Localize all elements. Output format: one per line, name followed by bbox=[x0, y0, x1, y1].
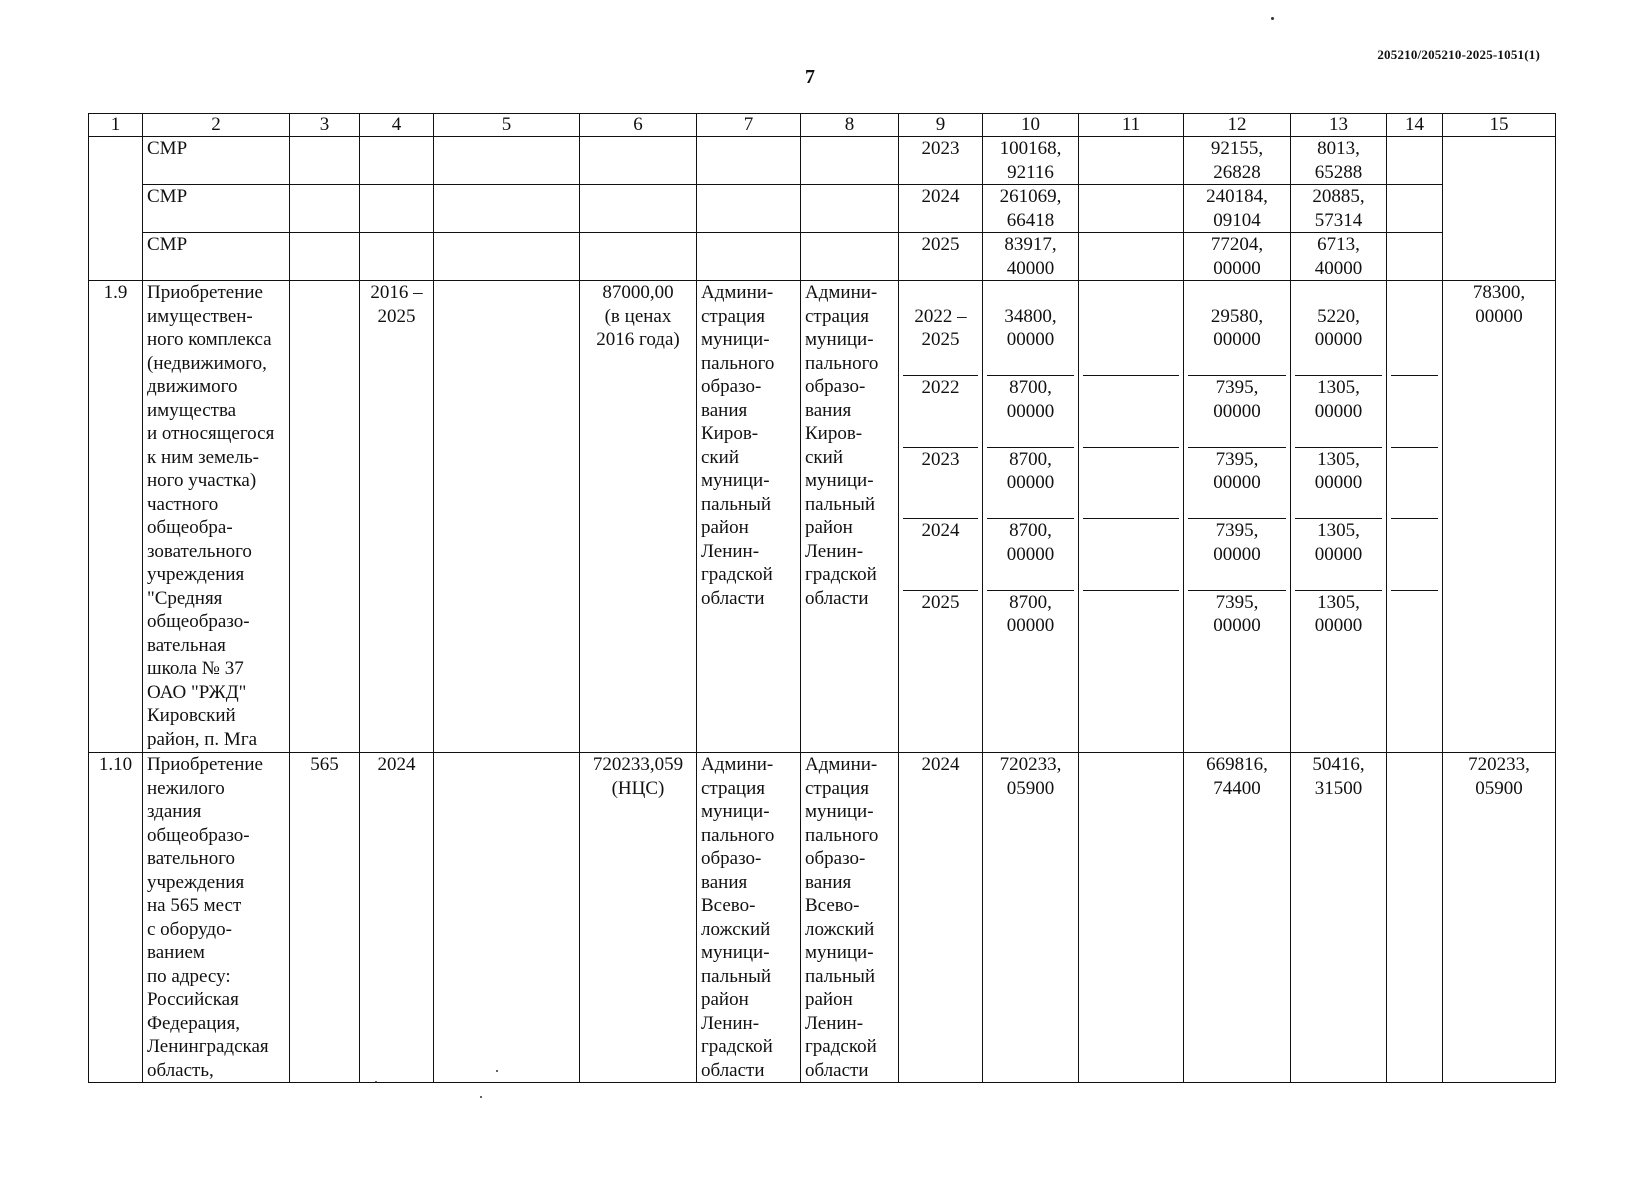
amount-col12-stack bbox=[1184, 281, 1291, 753]
empty-cell bbox=[580, 137, 697, 185]
column-number: 9 bbox=[899, 114, 983, 137]
empty-cell bbox=[1079, 185, 1184, 233]
year-cell: 2023 bbox=[903, 447, 978, 495]
empty-cell bbox=[580, 233, 697, 281]
scan-speck bbox=[480, 1096, 482, 1098]
col11-stack bbox=[1079, 281, 1184, 753]
estimated-cost: 720233,059 (НЦС) bbox=[580, 753, 697, 1083]
amount-col13: 5220, 00000 bbox=[1314, 305, 1363, 350]
scan-speck bbox=[1271, 17, 1274, 20]
empty-cell bbox=[1083, 447, 1179, 495]
empty-cell bbox=[1387, 185, 1443, 233]
total-amount: 100168, 92116 bbox=[983, 137, 1079, 185]
empty-cell bbox=[1079, 233, 1184, 281]
col14 bbox=[1387, 753, 1443, 1083]
total-amount: 8700, 00000 bbox=[987, 590, 1074, 638]
capacity: 565 bbox=[290, 753, 360, 1083]
amount-col12: 669816, 74400 bbox=[1184, 753, 1291, 1083]
empty-cell bbox=[697, 137, 801, 185]
total-amount: 83917, 40000 bbox=[983, 233, 1079, 281]
page-number: 7 bbox=[805, 66, 815, 88]
empty-cell bbox=[801, 233, 899, 281]
empty-cell bbox=[1387, 233, 1443, 281]
amount-col13: 50416, 31500 bbox=[1291, 753, 1387, 1083]
total-amount: 34800, 00000 bbox=[1004, 305, 1057, 350]
column-number: 2 bbox=[143, 114, 290, 137]
period: 2016 – 2025 bbox=[360, 281, 434, 753]
amount-col13-stack bbox=[1291, 281, 1387, 753]
column-number: 12 bbox=[1184, 114, 1291, 137]
empty-cell bbox=[1083, 375, 1179, 423]
col5 bbox=[434, 281, 580, 753]
column-number: 1 bbox=[89, 114, 143, 137]
smr-label: СМР bbox=[143, 233, 290, 281]
empty-cell bbox=[1083, 305, 1179, 352]
empty-cell bbox=[1387, 137, 1443, 185]
amount-col13: 1305, 00000 bbox=[1295, 590, 1382, 638]
row-number: 1.10 bbox=[89, 753, 143, 1083]
table-row bbox=[89, 137, 1556, 185]
year-cell: 2022 bbox=[903, 375, 978, 423]
empty-cell bbox=[801, 185, 899, 233]
activity-name: Приобретение имуществен- ного комплекса (недвижимого, движимого имущества и относящегося к ним земель- ного участка) частного общеобра- зовательного учреждения "Средняя общеобразо- вательная школа № 37 ОАО "РЖД" Кировский район, п. Мга bbox=[143, 281, 290, 753]
program-activities-table bbox=[88, 113, 1556, 1083]
total-col15: 78300, 00000 bbox=[1443, 281, 1556, 753]
amount-col12: 240184, 09104 bbox=[1184, 185, 1291, 233]
empty-cell bbox=[1391, 375, 1438, 423]
empty-cell bbox=[1391, 590, 1438, 591]
column-number: 3 bbox=[290, 114, 360, 137]
table-row bbox=[89, 281, 1556, 753]
capacity bbox=[290, 281, 360, 753]
total-amount: 8700, 00000 bbox=[987, 447, 1074, 495]
empty-cell bbox=[434, 137, 580, 185]
year-cell: 2024 bbox=[899, 753, 983, 1083]
amount-col12: 7395, 00000 bbox=[1188, 375, 1286, 423]
empty-cell bbox=[360, 185, 434, 233]
executor: Админи- страция муници- пального образо- вания Всево- ложский муници- пальный район Ленин- градской области bbox=[801, 753, 899, 1083]
empty-cell bbox=[1443, 137, 1556, 281]
year-cell: 2025 bbox=[903, 590, 978, 615]
empty-cell bbox=[697, 233, 801, 281]
column-number: 13 bbox=[1291, 114, 1387, 137]
empty-cell bbox=[1391, 447, 1438, 495]
empty-cell bbox=[697, 185, 801, 233]
year-cell: 2023 bbox=[899, 137, 983, 185]
executor: Админи- страция муници- пального образо- вания Киров- ский муници- пальный район Ленин- градской области bbox=[801, 281, 899, 753]
amount-col13: 1305, 00000 bbox=[1295, 447, 1382, 495]
amount-col12: 92155, 26828 bbox=[1184, 137, 1291, 185]
total-col15: 720233, 05900 bbox=[1443, 753, 1556, 1083]
activity-name: Приобретение нежилого здания общеобразо- вательного учреждения на 565 мест с оборудо- ванием по адресу: Российская Федерация, Ленинградская область, bbox=[143, 753, 290, 1083]
amount-col13: 1305, 00000 bbox=[1295, 375, 1382, 423]
amount-col13: 6713, 40000 bbox=[1291, 233, 1387, 281]
empty-cell bbox=[1083, 518, 1179, 566]
year-cell: 2024 bbox=[903, 518, 978, 566]
empty-cell bbox=[1083, 590, 1179, 591]
empty-cell bbox=[1391, 305, 1438, 352]
column-number: 5 bbox=[434, 114, 580, 137]
amount-col12: 7395, 00000 bbox=[1188, 447, 1286, 495]
year-cell: 2024 bbox=[899, 185, 983, 233]
empty-cell bbox=[1079, 137, 1184, 185]
column-number-row bbox=[89, 114, 1556, 137]
col11 bbox=[1079, 753, 1184, 1083]
year-stack bbox=[899, 281, 983, 753]
year-cell: 2025 bbox=[899, 233, 983, 281]
amount-col12: 7395, 00000 bbox=[1188, 590, 1286, 638]
amount-col12: 29580, 00000 bbox=[1210, 305, 1264, 350]
row-number: 1.9 bbox=[89, 281, 143, 753]
empty-cell bbox=[434, 233, 580, 281]
estimated-cost: 87000,00 (в ценах 2016 года) bbox=[580, 281, 697, 753]
column-number: 7 bbox=[697, 114, 801, 137]
table-row bbox=[89, 185, 1556, 233]
total-amount: 261069, 66418 bbox=[983, 185, 1079, 233]
empty-cell bbox=[580, 185, 697, 233]
column-number: 10 bbox=[983, 114, 1079, 137]
amount-col13: 8013, 65288 bbox=[1291, 137, 1387, 185]
col14-stack bbox=[1387, 281, 1443, 753]
table-row bbox=[89, 233, 1556, 281]
empty-cell bbox=[434, 185, 580, 233]
year-cell: 2022 – 2025 bbox=[914, 305, 967, 350]
empty-cell bbox=[360, 137, 434, 185]
total-amount: 8700, 00000 bbox=[987, 375, 1074, 423]
column-number: 11 bbox=[1079, 114, 1184, 137]
empty-cell bbox=[290, 185, 360, 233]
empty-cell bbox=[801, 137, 899, 185]
document-registration-number: 205210/205210-2025-1051(1) bbox=[1377, 47, 1540, 62]
amount-col13: 20885, 57314 bbox=[1291, 185, 1387, 233]
period: 2024 bbox=[360, 753, 434, 1083]
column-number: 8 bbox=[801, 114, 899, 137]
customer: Админи- страция муници- пального образо- вания Киров- ский муници- пальный район Ленин- градской области bbox=[697, 281, 801, 753]
column-number: 4 bbox=[360, 114, 434, 137]
column-number: 6 bbox=[580, 114, 697, 137]
column-number: 15 bbox=[1443, 114, 1556, 137]
total-amount-stack bbox=[983, 281, 1079, 753]
total-amount: 8700, 00000 bbox=[987, 518, 1074, 566]
empty-cell bbox=[290, 137, 360, 185]
total-amount: 720233, 05900 bbox=[983, 753, 1079, 1083]
amount-col12: 7395, 00000 bbox=[1188, 518, 1286, 566]
smr-label: СМР bbox=[143, 137, 290, 185]
amount-col12: 77204, 00000 bbox=[1184, 233, 1291, 281]
col5 bbox=[434, 753, 580, 1083]
empty-cell bbox=[290, 233, 360, 281]
column-number: 14 bbox=[1387, 114, 1443, 137]
smr-label: СМР bbox=[143, 185, 290, 233]
empty-cell bbox=[360, 233, 434, 281]
empty-cell bbox=[1391, 518, 1438, 566]
customer: Админи- страция муници- пального образо- вания Всево- ложский муници- пальный район Ленин- градской области bbox=[697, 753, 801, 1083]
row-number-cell bbox=[89, 137, 143, 281]
amount-col13: 1305, 00000 bbox=[1295, 518, 1382, 566]
table-row bbox=[89, 753, 1556, 1083]
